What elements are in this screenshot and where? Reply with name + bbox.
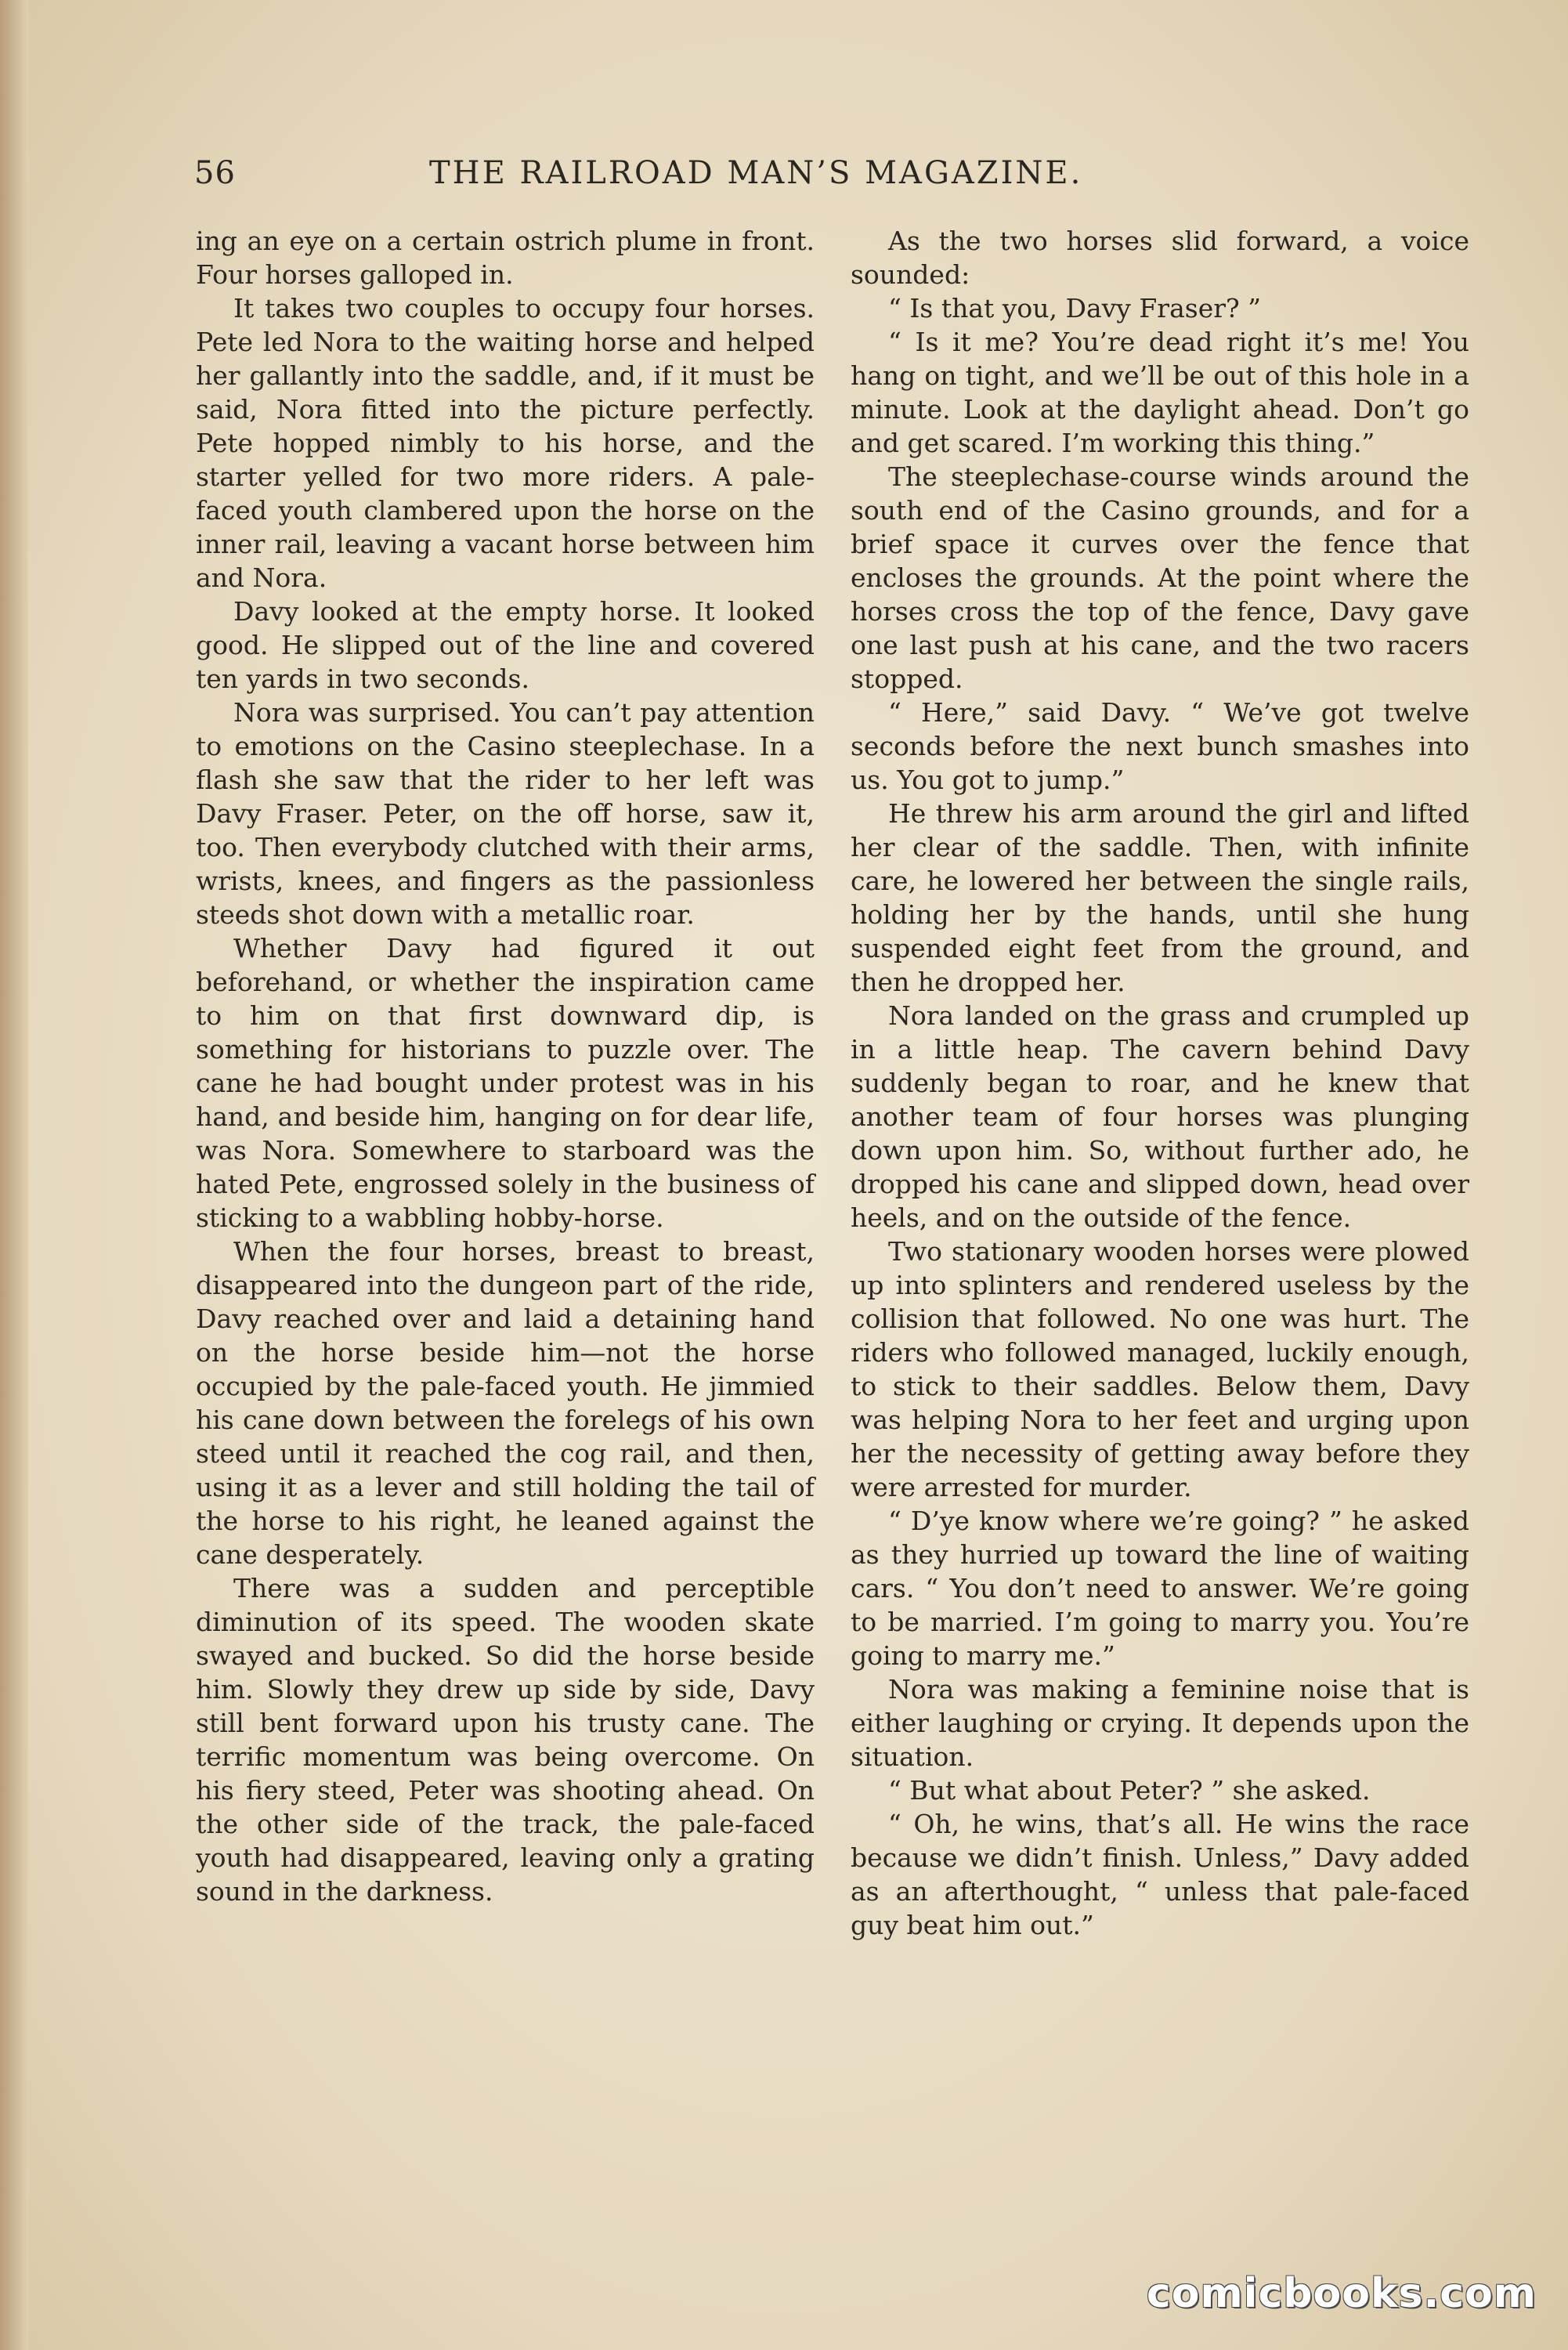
page-number: 56	[194, 155, 236, 191]
paragraph: Two stationary wooden horses were plowed up into splinters and rendered useless by the collision that followed. No one was hurt. The riders who followed managed, luckily enough, to stick to their saddles. Below them, Davy was helping Nora to her feet and urging upon her the necessity of getting away before they were arrested for murder.	[851, 1236, 1469, 1502]
paragraph: Whether Davy had figured it out beforehand, or whether the inspiration came to him on that first downward dip, is something for historians to puzzle over. The cane he had bought under protest was in his hand, and beside him, hanging on for dear life, was Nora. Somewhere to starboard was the hated Pete, engrossed solely in the business of sticking to a wabbling hobby-horse.	[196, 933, 815, 1233]
right-column	[851, 224, 1469, 1942]
paragraph: “ Is it me? You’re dead right it’s me! You hang on tight, and we’ll be out of this hole in a minute. Look at the daylight ahead. Don’t go and get scared. I’m working this thing.”	[851, 327, 1469, 458]
paragraph: Nora landed on the grass and crumpled up in a little heap. The cavern behind Davy suddenly began to roar, and he knew that another team of four horses was plunging down upon him. So, without further ado, he dropped his cane and slipped down, head over heels, and on the outside of the fence.	[851, 1000, 1469, 1233]
paragraph: “ But what about Peter? ” she asked.	[888, 1775, 1371, 1806]
paragraph: ing an eye on a certain ostrich plume in front. Four horses galloped in.	[196, 226, 815, 290]
paragraph: “ Oh, he wins, that’s all. He wins the race because we didn’t finish. Unless,” Davy added as an afterthought, “ unless that pale-faced guy beat him out.”	[851, 1809, 1469, 1940]
paragraph: The steeplechase-course winds around the south end of the Casino grounds, and for a brief space it curves over the fence that encloses the grounds. At the point where the horses cross the top of the fence, Davy gave one last push at his cane, and the two racers stopped.	[851, 461, 1469, 694]
running-title: THE RAILROAD MAN’S MAGAZINE.	[429, 155, 1083, 191]
paragraph: Nora was surprised. You can’t pay attention to emotions on the Casino steeplechase. In a flash she saw that the rider to her left was Davy Fraser. Peter, on the off horse, saw it, too. Then everybody clutched with their arms, wrists, knees, and fingers as the passionless steeds shot down with a metallic roar.	[196, 697, 815, 930]
paragraph: There was a sudden and perceptible diminution of its speed. The wooden skate swayed and bucked. So did the horse beside him. Slowly they drew up side by side, Davy still bent forward upon his trusty cane. The terrific momentum was being overcome. On his fiery steed, Peter was shooting ahead. On the other side of the track, the pale-faced youth had disappeared, leaving only a grating sound in the darkness.	[196, 1573, 815, 1907]
paragraph: As the two horses slid forward, a voice sounded:	[851, 226, 1469, 290]
paragraph: He threw his arm around the girl and lifted her clear of the saddle. Then, with infinite care, he lowered her between the single rails, holding her by the hands, until she hung suspended eight feet from the ground, and then he dropped her.	[851, 798, 1469, 997]
page-header	[194, 155, 1186, 202]
paragraph: “ Is that you, Davy Fraser? ”	[888, 293, 1262, 324]
left-column	[196, 224, 815, 1908]
paragraph: Davy looked at the empty horse. It looked good. He slipped out of the line and covered ten yards in two seconds.	[196, 596, 815, 694]
watermark-logo: comicbooks.com	[1146, 2270, 1537, 2317]
paragraph: When the four horses, breast to breast, disappeared into the dungeon part of the ride, Davy reached over and laid a detaining hand on the horse beside him—not the horse occupied by the pale-faced youth. He jimmied his cane down between the forelegs of his own steed until it reached the cog rail, and then, using it as a lever and still holding the tail of the horse to his right, he leaned against the cane desperately.	[196, 1236, 815, 1570]
paragraph: Nora was making a feminine noise that is either laughing or crying. It depends upon the situation.	[851, 1674, 1469, 1772]
paragraph: “ D’ye know where we’re going? ” he asked as they hurried up toward the line of waiting cars. “ You don’t need to answer. We’re going to be married. I’m going to marry you. You’re going to marry me.”	[851, 1506, 1469, 1671]
paragraph: It takes two couples to occupy four horses. Pete led Nora to the waiting horse and helped her gallantly into the saddle, and, if it must be said, Nora fitted into the picture perfectly. Pete hopped nimbly to his horse, and the starter yelled for two more riders. A pale-faced youth clambered upon the horse on the inner rail, leaving a vacant horse between him and Nora.	[196, 293, 815, 593]
page-spine-shadow	[0, 0, 28, 2350]
paragraph: “ Here,” said Davy. “ We’ve got twelve seconds before the next bunch smashes into us. You got to jump.”	[851, 697, 1469, 795]
